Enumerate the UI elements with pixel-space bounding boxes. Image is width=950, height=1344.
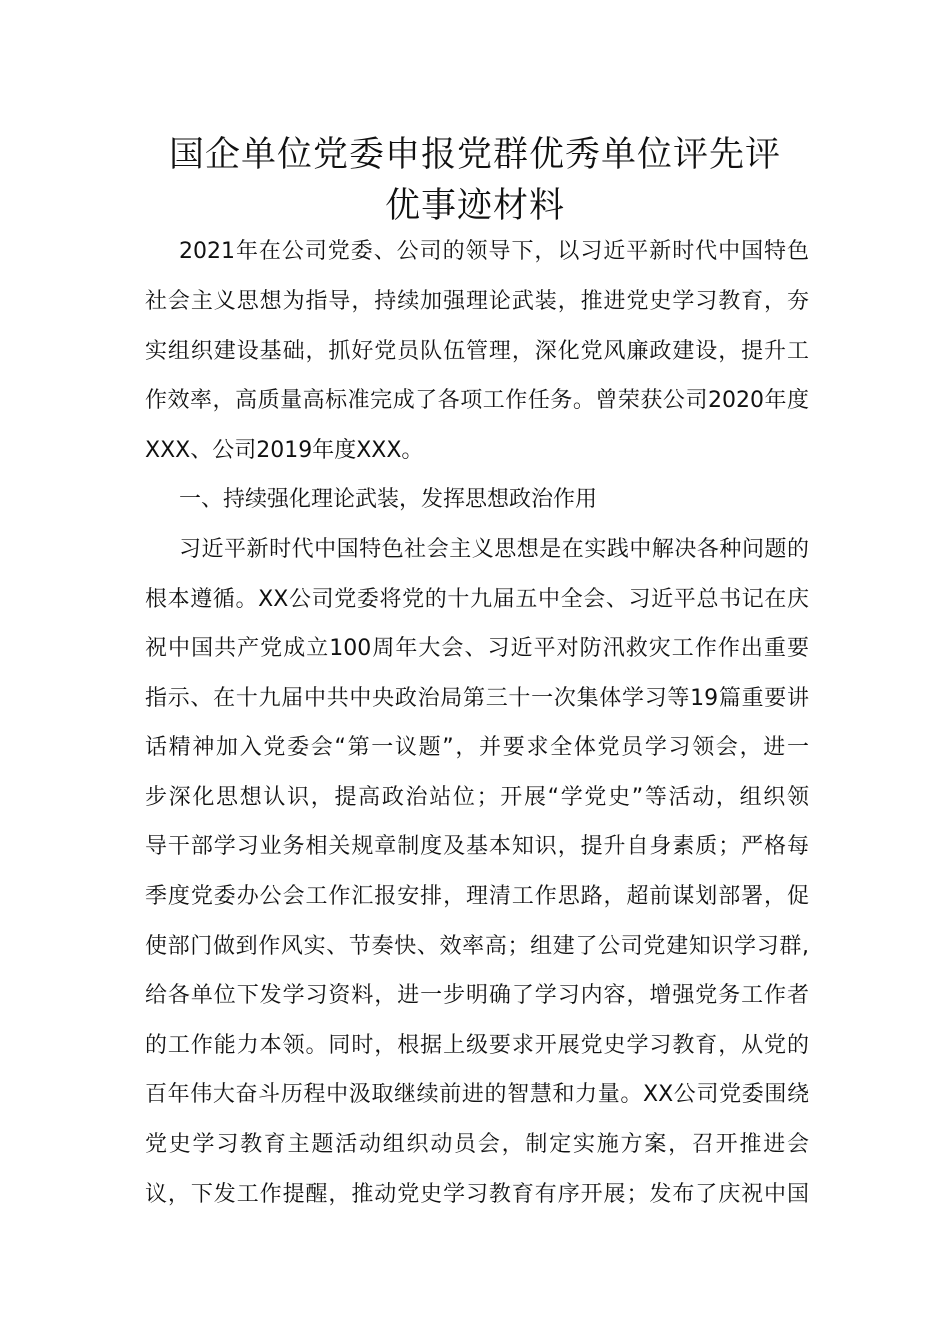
- text-line: 指示、在十九届中共中央政治局第三十一次集体学习等19篇重要讲: [145, 686, 809, 711]
- text-line: 使部门做到作风实、节奏快、效率高；组建了公司党建知识学习群,: [145, 934, 809, 959]
- text-line: XXX、公司2019年度XXX。: [145, 438, 424, 463]
- text-line: 实组织建设基础，抓好党员队伍管理，深化党风廉政建设，提升工: [145, 339, 809, 364]
- text-line: 祝中国共产党成立100周年大会、习近平对防汛救灾工作作出重要: [145, 636, 809, 661]
- text-line: 议，下发工作提醒，推动党史学习教育有序开展；发布了庆祝中国: [145, 1182, 809, 1207]
- text-line: 季度党委办公会工作汇报安排，理清工作思路，超前谋划部署，促: [145, 884, 809, 909]
- section-heading: 一、持续强化理论武装，发挥思想政治作用: [179, 487, 598, 512]
- text-line: 给各单位下发学习资料，进一步明确了学习内容，增强党务工作者: [145, 983, 809, 1008]
- document-title-line-2: 优事迹材料: [384, 186, 565, 226]
- document-title-line-1: 国企单位党委申报党群优秀单位评先评: [168, 135, 781, 175]
- text-line: 百年伟大奋斗历程中汲取继续前进的智慧和力量。XX公司党委围绕: [145, 1082, 809, 1107]
- text-line: 导干部学习业务相关规章制度及基本知识，提升自身素质；严格每: [145, 834, 809, 859]
- text-line: 步深化思想认识，提高政治站位；开展“学党史”等活动，组织领: [145, 785, 809, 810]
- text-line: 党史学习教育主题活动组织动员会，制定实施方案，召开推进会: [145, 1132, 809, 1157]
- text-line: 2021年在公司党委、公司的领导下，以习近平新时代中国特色: [179, 239, 809, 264]
- text-line: 根本遵循。XX公司党委将党的十九届五中全会、习近平总书记在庆: [145, 587, 809, 612]
- text-line: 作效率，高质量高标准完成了各项工作任务。曾荣获公司2020年度: [145, 388, 809, 413]
- text-line: 话精神加入党委会“第一议题”，并要求全体党员学习领会，进一: [145, 735, 809, 760]
- text-line: 社会主义思想为指导，持续加强理论武装，推进党史学习教育，夯: [145, 289, 809, 314]
- text-line: 的工作能力本领。同时，根据上级要求开展党史学习教育，从党的: [145, 1033, 809, 1058]
- text-line: 习近平新时代中国特色社会主义思想是在实践中解决各种问题的: [179, 537, 809, 562]
